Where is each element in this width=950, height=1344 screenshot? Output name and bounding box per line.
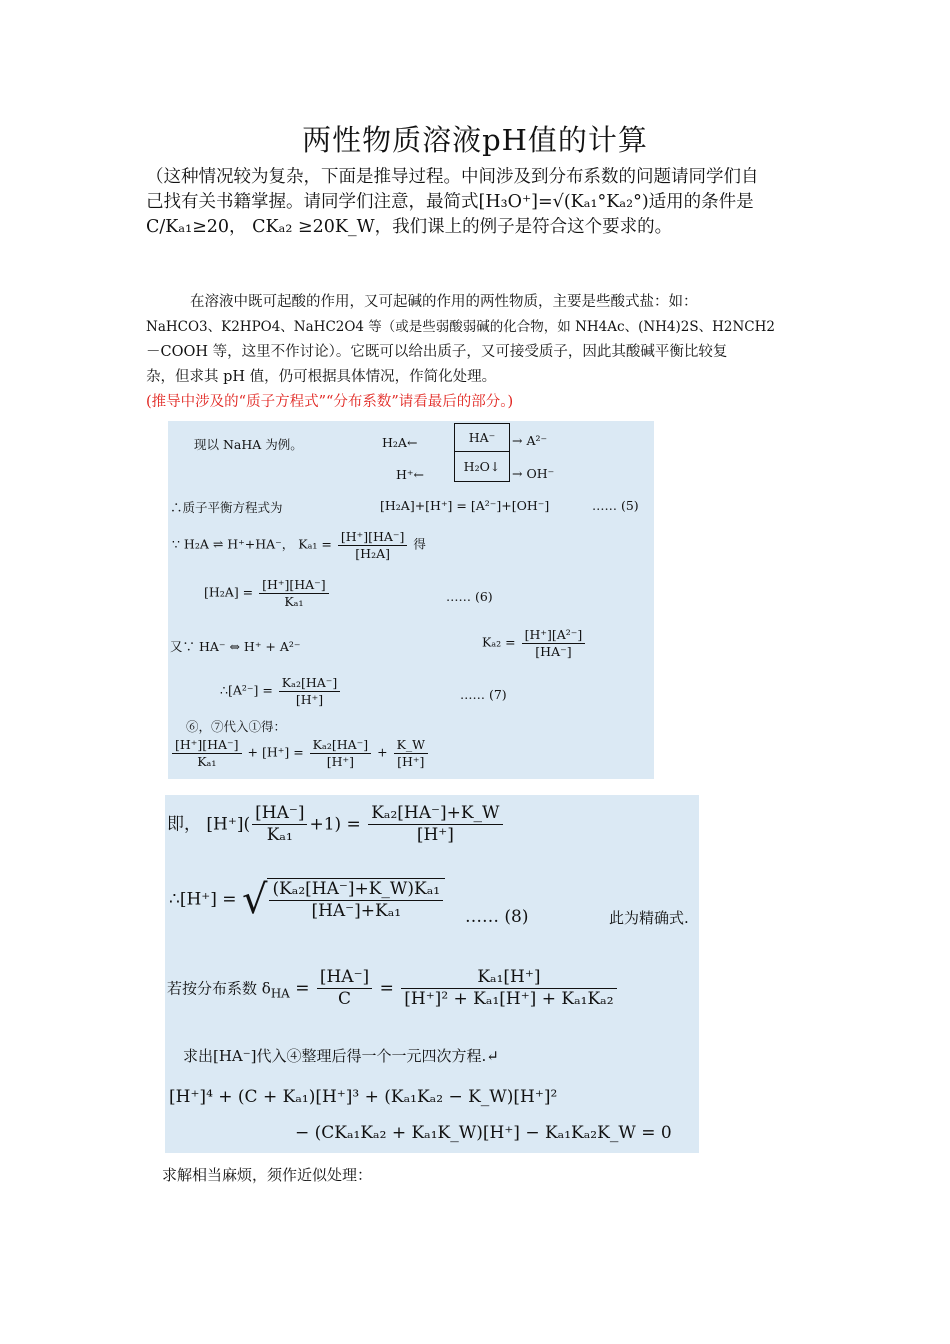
para-line-1: 在溶液中既可起酸的作用，又可起碱的作用的两性物质，主要是些酸式盐：如：	[190, 294, 698, 310]
combined-num-1: [H⁺][HA⁻]	[172, 737, 242, 754]
combined-den-1: Kₐ₁	[197, 753, 217, 769]
dist-num-1: [HA⁻]	[317, 967, 372, 989]
plus-sign: +	[377, 744, 388, 760]
eq-tag-8: …… (8)	[465, 907, 529, 927]
exact-note: 此为精确式.	[609, 909, 689, 927]
derivation-panel-2	[165, 795, 699, 1153]
dist-fraction-2	[401, 967, 616, 1011]
intro-line-1: （这种情况较为复杂，下面是推导过程。中间涉及到分布系数的问题请同学们自	[146, 167, 759, 187]
oh-arrow: → OH⁻	[512, 466, 555, 481]
ka2-definition	[482, 627, 587, 659]
combined-frac-3	[394, 737, 428, 769]
ji-label: 即，	[167, 814, 201, 835]
ji-den: Kₐ₁	[266, 825, 293, 846]
sqrt-radical	[242, 877, 445, 923]
plus-h: + [H⁺] =	[247, 744, 304, 760]
ka1-lead: ∵ H₂A ⇌ H⁺+HA⁻， Kₐ₁ =	[172, 536, 332, 552]
dist-label: 若按分布系数 δ	[167, 979, 271, 998]
combined-frac-1	[172, 737, 242, 769]
quartic-line-2: − (CKₐ₁Kₐ₂ + Kₐ₁K_W)[H⁺] − Kₐ₁Kₐ₂K_W = 0	[295, 1123, 672, 1143]
quartic-line-1: [H⁺]⁴ + (C + Kₐ₁)[H⁺]³ + (Kₐ₁Kₐ₂ − K_W)[H⁺]²	[169, 1087, 558, 1107]
dist-num-2: Kₐ₁[H⁺]	[401, 967, 616, 989]
quartic-note: 求出[HA⁻]代入④整理后得一个一元四次方程.↵	[183, 1047, 499, 1065]
dist-fraction-1	[317, 967, 372, 1011]
combined-den-3: [H⁺]	[397, 753, 425, 769]
ka1-fraction	[338, 529, 408, 561]
dist-subscript: HA	[270, 986, 290, 1001]
eq-tag-5: …… (5)	[592, 498, 639, 513]
h2a-expression	[204, 577, 331, 609]
para-line-2: NaHCO3、K2HPO4、NaHC2O4 等（或是些弱酸弱碱的化合物，如 NH4Ac、(NH4)2S、H2NCH2	[146, 319, 775, 335]
a2-num: Kₐ₂[HA⁻]	[279, 675, 340, 692]
box-h2o: H₂O↓	[463, 459, 501, 474]
plus-one: +1) =	[309, 814, 361, 835]
h-open: [H⁺](	[206, 814, 251, 835]
intro-line-3: C/Kₐ₁≥20， CKₐ₂ ≥20K_W，我们课上的例子是符合这个要求的。	[146, 217, 673, 237]
footer-text: 求解相当麻烦，须作近似处理：	[162, 1166, 373, 1184]
page-title: 两性物质溶液pH值的计算	[302, 123, 648, 157]
a2-arrow: → A²⁻	[512, 433, 548, 448]
substitution-label: ⑥，⑦代入①得：	[186, 719, 287, 734]
rearranged-equation	[167, 803, 505, 847]
combined-num-3: K_W	[394, 737, 428, 754]
h2a-num: [H⁺][HA⁻]	[259, 577, 329, 594]
combined-equation	[170, 737, 430, 769]
species-box	[454, 423, 510, 482]
para-line-3: －COOH 等，这里不作讨论）。它既可以给出质子，又可接受质子，因此其酸碱平衡比较复	[146, 344, 728, 360]
dist-den-2: [H⁺]² + Kₐ₁[H⁺] + Kₐ₁Kₐ₂	[404, 989, 614, 1010]
ka1-num: [H⁺][HA⁻]	[338, 529, 408, 546]
distribution-formula	[167, 967, 619, 1011]
exact-formula	[169, 877, 445, 923]
combined-den-2: [H⁺]	[326, 753, 355, 769]
example-label: 现以 NaHA 为例。	[194, 437, 303, 452]
combined-frac-2	[310, 737, 371, 769]
a2-den: [H⁺]	[295, 691, 324, 707]
ka2-num: [H⁺][A²⁻]	[522, 627, 586, 644]
dist-eq-1: =	[295, 978, 310, 999]
ha-dissociation: 又∵ HA⁻ ⇔ H⁺ + A²⁻	[170, 639, 301, 654]
h2a-fraction	[259, 577, 329, 609]
rhs-num: Kₐ₂[HA⁻]+K_W	[368, 803, 502, 825]
sqrt-sign: √	[241, 877, 268, 923]
a2-expression	[220, 675, 342, 707]
derivation-panel-1	[168, 421, 654, 779]
sqrt-fraction	[269, 879, 443, 923]
ji-num: [HA⁻]	[252, 803, 307, 825]
sqrt-num: (Kₐ₂[HA⁻]+K_W)Kₐ₁	[269, 879, 443, 901]
h2a-lhs: [H₂A] =	[204, 584, 254, 600]
ka2-den: [HA⁻]	[535, 643, 572, 659]
box-divider	[455, 451, 509, 452]
a2-lhs: ∴[A²⁻] =	[220, 682, 273, 698]
sqrt-den: [HA⁻]+Kₐ₁	[311, 901, 402, 921]
rhs-den: [H⁺]	[416, 825, 454, 846]
box-ha: HA⁻	[468, 430, 496, 445]
h2a-den: Kₐ₁	[284, 593, 304, 609]
dist-eq-2: =	[379, 978, 394, 999]
de-label: 得	[413, 536, 426, 552]
rhs-fraction	[368, 803, 502, 847]
pbe-equation: [H₂A]+[H⁺] = [A²⁻]+[OH⁻]	[380, 498, 550, 513]
ka1-den: [H₂A]	[355, 545, 390, 561]
ji-fraction	[252, 803, 307, 847]
para-line-4: 杂，但求其 pH 值，仍可根据具体情况，作简化处理。	[146, 369, 497, 385]
dist-den-1: C	[338, 989, 352, 1010]
combined-num-2: Kₐ₂[HA⁻]	[310, 737, 371, 754]
exact-lhs: ∴[H⁺] =	[169, 889, 237, 910]
ka2-fraction	[522, 627, 586, 659]
derivation-note: (推导中涉及的“质子方程式”“分布系数”请看最后的部分。)	[146, 394, 514, 410]
eq-tag-7: …… (7)	[460, 687, 507, 702]
intro-line-2: 己找有关书籍掌握。请同学们注意，最简式[H₃O⁺]=√(Kₐ₁°Kₐ₂°)适用的条件是	[146, 192, 754, 212]
pbe-label: ∴质子平衡方程式为	[170, 500, 283, 515]
eq-tag-6: …… (6)	[446, 589, 493, 604]
a2-fraction	[279, 675, 340, 707]
h2a-arrow: H₂A←	[382, 435, 418, 450]
h-arrow: H⁺←	[396, 467, 424, 482]
ka1-definition	[172, 529, 426, 561]
sqrt-content	[267, 878, 445, 923]
ka2-lhs: Kₐ₂ =	[482, 634, 516, 650]
